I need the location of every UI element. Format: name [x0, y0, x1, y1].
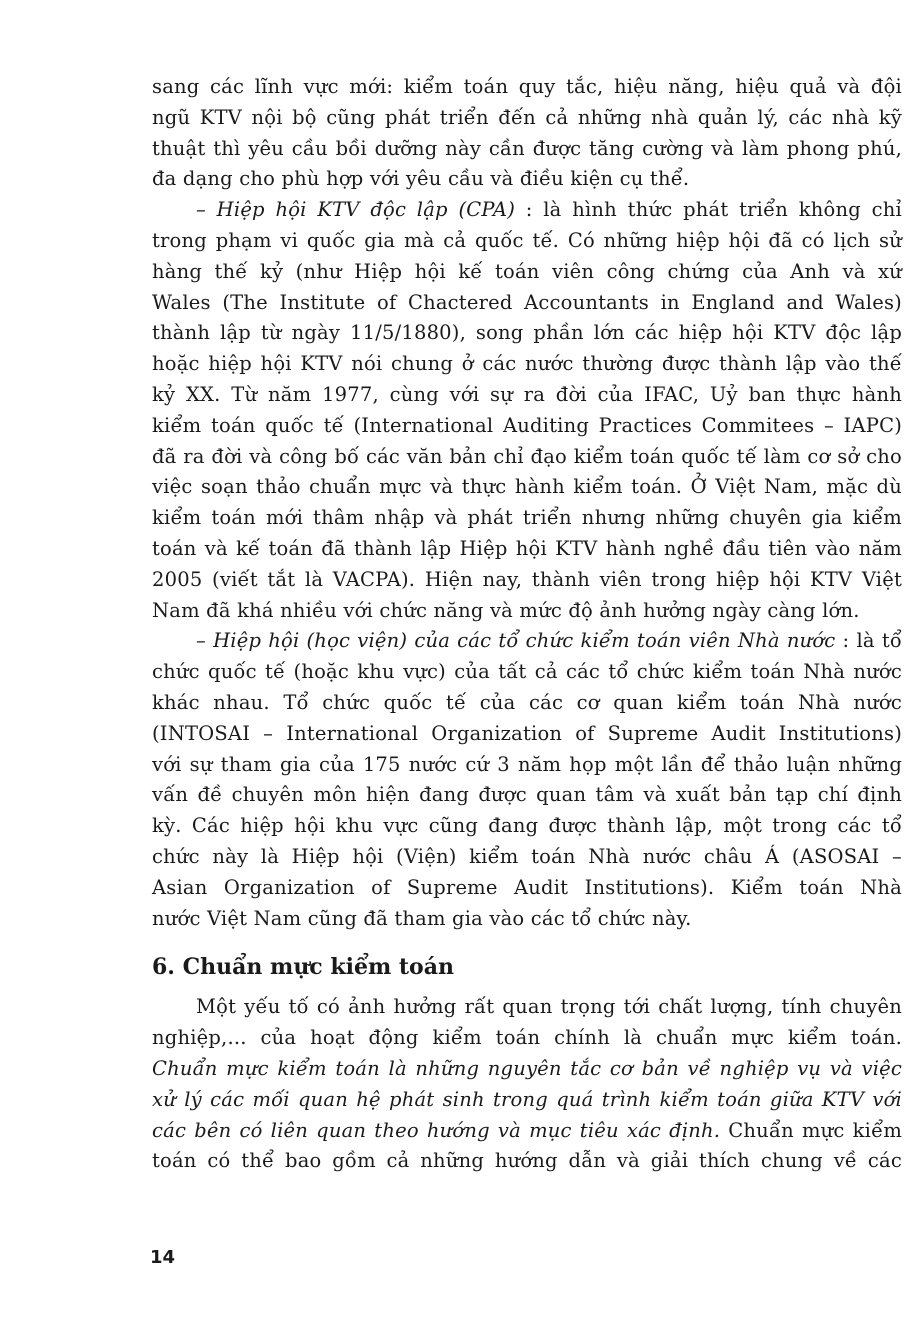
- text-run: : là tổ: [835, 629, 902, 653]
- text-line: toán có thể bao gồm cả những hướng dẫn và giải thích chung về các: [152, 1149, 902, 1173]
- text-line: nghiệp,... của hoạt động kiểm toán chính là chuẩn mực kiểm toán.: [152, 1026, 902, 1050]
- text-line: 2005 (viết tắt là VACPA). Hiện nay, thành viên trong hiệp hội KTV Việt: [152, 567, 902, 591]
- text-run: Chuẩn mực kiểm: [720, 1118, 903, 1142]
- text-line: ngũ KTV nội bộ cũng phát triển đến cả những nhà quản lý, các nhà kỹ: [152, 105, 902, 129]
- definition-line: Chuẩn mực kiểm toán là những nguyên tắc cơ bản về nghiệp vụ và việc: [152, 1056, 902, 1080]
- text-line: việc soạn thảo chuẩn mực và thực hành kiểm toán. Ở Việt Nam, mặc dù: [152, 475, 902, 499]
- text-line: đa dạng cho phù hợp với yêu cầu và điều kiện cụ thể.: [152, 167, 690, 191]
- page-number: 14: [150, 1247, 176, 1268]
- definition-end: các bên có liên quan theo hướng và mục tiêu xác định.: [152, 1118, 721, 1142]
- text-line: Một yếu tố có ảnh hưởng rất quan trọng tới chất lượng, tính chuyên: [196, 995, 902, 1019]
- text-line: kiểm toán quốc tế (International Auditing Practices Commitees – IAPC): [152, 413, 902, 437]
- text-line: Wales (The Institute of Chactered Accountants in England and Wales): [152, 290, 902, 314]
- text-line: thuật thì yêu cầu bồi dưỡng này cần được tăng cường và làm phong phú,: [152, 136, 902, 160]
- text-line: sang các lĩnh vực mới: kiểm toán quy tắc, hiệu năng, hiệu quả và đội: [152, 75, 902, 98]
- text-line: kiểm toán mới thâm nhập và phát triển nhưng những chuyên gia kiểm: [152, 506, 902, 530]
- text-line: kỳ. Các hiệp hội khu vực cũng đang được thành lập, một trong các tổ: [152, 814, 902, 838]
- text-line: hàng thế kỷ (như Hiệp hội kế toán viên công chứng của Anh và xứ: [152, 259, 902, 283]
- text-line: hoặc hiệp hội KTV nói chung ở các nước thường được thành lập vào thế: [152, 352, 902, 376]
- text-line: nước Việt Nam cũng đã tham gia vào các tổ chức này.: [152, 906, 692, 930]
- text-line: đã ra đời và công bố các văn bản chỉ đạo kiểm toán quốc tế làm cơ sở cho: [152, 444, 902, 468]
- text-line: vấn đề chuyên môn hiện đang được quan tâm và xuất bản tạp chí định: [152, 783, 902, 807]
- text-run: : là hình thức phát triển không chỉ: [515, 198, 902, 222]
- text-line: thành lập từ ngày 11/5/1880), song phần lớn các hiệp hội KTV độc lập: [152, 321, 902, 345]
- term-cpa: – Hiệp hội KTV độc lập (CPA): [196, 198, 516, 222]
- paragraph-1: [152, 72, 902, 195]
- text-line: toán và kế toán đã thành lập Hiệp hội KTV hành nghề đầu tiên vào năm: [152, 536, 902, 560]
- text-line: Asian Organization of Supreme Audit Institutions). Kiểm toán Nhà: [152, 875, 902, 899]
- text-line: kỷ XX. Từ năm 1977, cùng với sự ra đời của IFAC, Uỷ ban thực hành: [152, 382, 902, 406]
- paragraph-cpa: [152, 195, 902, 626]
- text-line: [152, 1116, 902, 1147]
- text-line: chức này là Hiệp hội (Viện) kiểm toán Nhà nước châu Á (ASOSAI –: [152, 844, 902, 868]
- definition-line: xử lý các mối quan hệ phát sinh trong quá trình kiểm toán giữa KTV với: [152, 1087, 902, 1111]
- paragraph-intosai: [152, 626, 902, 934]
- text-line: [152, 195, 902, 226]
- text-line: với sự tham gia của 175 nước cứ 3 năm họp một lần để thảo luận những: [152, 752, 902, 776]
- body-text: [152, 72, 902, 1177]
- text-line: khác nhau. Tổ chức quốc tế của các cơ quan kiểm toán Nhà nước: [152, 690, 902, 714]
- text-line: Nam đã khá nhiều với chức năng và mức độ ảnh hưởng ngày càng lớn.: [152, 598, 860, 622]
- text-line: (INTOSAI – International Organization of Supreme Audit Institutions): [152, 721, 902, 745]
- term-state-audit-associations: – Hiệp hội (học viện) của các tổ chức kiểm toán viên Nhà nước: [196, 629, 836, 653]
- text-line: trong phạm vi quốc gia mà cả quốc tế. Có những hiệp hội đã có lịch sử: [152, 228, 902, 252]
- text-line: [152, 626, 902, 657]
- text-line: chức quốc tế (hoặc khu vực) của tất cả các tổ chức kiểm toán Nhà nước: [152, 660, 902, 684]
- paragraph-standards: [152, 992, 902, 1177]
- section-heading: 6. Chuẩn mực kiểm toán: [152, 954, 454, 981]
